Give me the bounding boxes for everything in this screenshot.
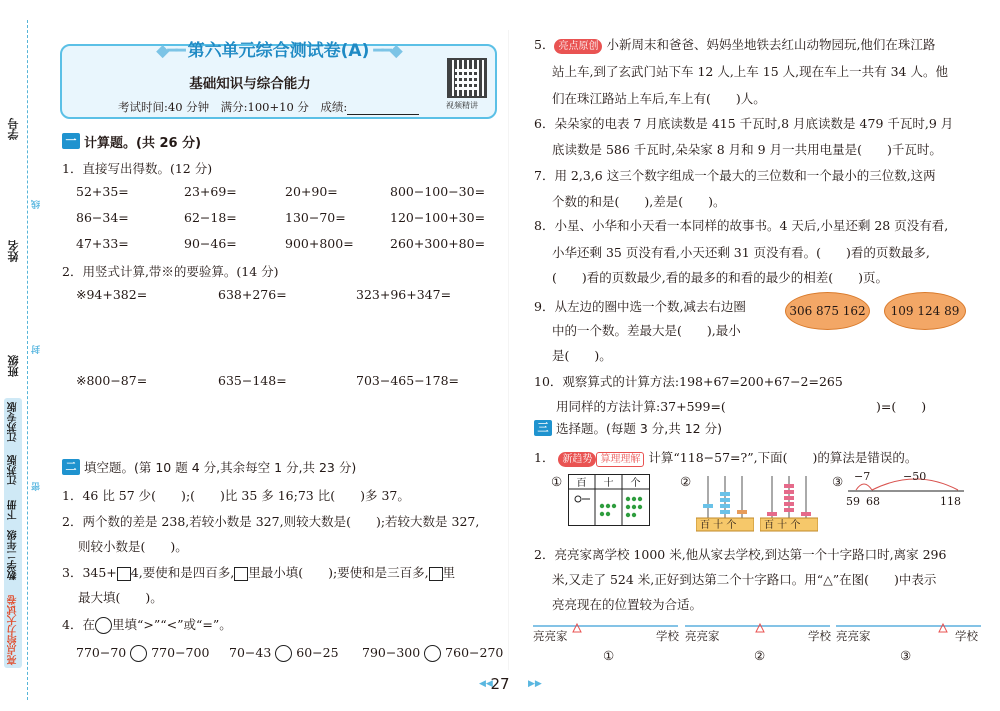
exam-info: 考试时间:40 分钟 满分:100+10 分 成绩: <box>118 99 419 115</box>
section-title: 计算题。(共 26 分) <box>84 136 202 151</box>
vertical-calc-item: 635−148= <box>218 373 287 388</box>
question-text: 6．朵朵家的电表 7 月底读数是 415 千瓦时,8 月底读数是 479 千瓦时,9 月 <box>534 116 954 131</box>
calc-item: 62−18= <box>184 210 237 225</box>
calc-item: 20+90= <box>285 184 338 199</box>
calc-item: 52+35= <box>76 184 129 199</box>
right-number-circle: 109 124 89 <box>884 292 966 330</box>
question-text: 站上车,到了玄武门站下车 12 人,上车 15 人,现在车上一共有 34 人。他 <box>552 64 948 79</box>
cut-line <box>27 20 28 700</box>
spine-label-line: 线 <box>32 200 42 209</box>
spine-label-class: 班级 <box>7 355 20 377</box>
spine-label-student-id: 学号 <box>7 118 20 140</box>
question-text: 亮亮现在的位置较为合适。 <box>552 597 703 612</box>
route-end: 学校 <box>656 629 679 643</box>
jump-label: −7 <box>854 470 871 483</box>
next-page-arrow-icon[interactable]: ▶▶ <box>528 679 542 689</box>
place-value-table <box>568 474 650 526</box>
blank-box[interactable] <box>234 567 248 581</box>
calc-item: 260+300+80= <box>390 236 486 251</box>
question-text: 5． 亮点原创 小新周末和爸爸、妈妈坐地铁去红山动物园玩,他们在珠江路 <box>534 37 936 52</box>
question-text: )=( ) <box>876 399 927 414</box>
qr-code-icon[interactable] <box>447 58 487 98</box>
compare-item: 70−43 60−25 <box>229 645 339 660</box>
trend-tag: 新趋势 <box>558 452 596 467</box>
compare-circle[interactable] <box>130 645 147 662</box>
route-start: 亮亮家 <box>533 629 568 643</box>
abacus-caption: 百 十 个 <box>764 520 801 531</box>
vertical-calc-item: 323+96+347= <box>356 287 452 302</box>
original-tag: 亮点原创 <box>554 39 602 54</box>
table-header: 个 <box>630 478 641 489</box>
reasoning-tag: 算理理解 <box>596 452 644 467</box>
vertical-calc-item: ※94+382= <box>76 287 148 302</box>
question-text: 1．46 比 57 少( );( )比 35 多 16;73 比( )多 37。 <box>62 488 410 503</box>
question-text: 则较小数是( )。 <box>78 539 188 554</box>
compare-circle[interactable] <box>424 645 441 662</box>
blank-box[interactable] <box>429 567 443 581</box>
tick-label: 59 <box>846 495 860 508</box>
calc-item: 130−70= <box>285 210 346 225</box>
compare-item: 790−300 760−270 <box>362 645 504 660</box>
question-text: 1．直接写出得数。(12 分) <box>62 161 213 176</box>
calc-item: 800−100−30= <box>390 184 486 199</box>
vertical-calc-item: 703−465−178= <box>356 373 459 388</box>
question-text: 中的一个数。差最大是( ),最小 <box>552 323 741 338</box>
series-special: 江苏专版 <box>8 402 19 442</box>
calc-item: 23+69= <box>184 184 237 199</box>
question-text: 3．345+ 4,要使和是四百多, 里最小填( );要使和是三百多, 里 <box>62 565 456 580</box>
question-text: 底读数是 586 千瓦时,朵朵家 8 月和 9 月一共用电量是( )千瓦时。 <box>552 142 942 157</box>
question-text: 4．在 里填“>”“<”或“=”。 <box>62 617 232 632</box>
route-label: ② <box>754 648 766 663</box>
blank-circle[interactable] <box>95 617 112 634</box>
question-text: 们在珠江路站上车后,车上有( )人。 <box>552 91 766 106</box>
question-text: ( )看的页数最少,看的最多的和看的最少的相差( )页。 <box>552 270 888 285</box>
compare-item: 770−70 770−700 <box>76 645 210 660</box>
tick-label: 118 <box>940 495 961 508</box>
option-label: ③ <box>832 474 844 489</box>
series-edition: 江苏版 <box>8 455 19 485</box>
series-name: 亮点给力大试卷 <box>8 595 19 665</box>
vertical-calc-item: 638+276= <box>218 287 287 302</box>
compare-circle[interactable] <box>275 645 292 662</box>
tick-label: 68 <box>866 495 880 508</box>
calc-item: 900+800= <box>285 236 354 251</box>
vertical-calc-item: ※800−87= <box>76 373 148 388</box>
question-text: 用同样的方法计算:37+599=( <box>556 399 726 414</box>
option-label: ② <box>680 474 692 489</box>
route-lines <box>533 622 983 642</box>
left-number-circle: 306 875 162 <box>785 292 870 330</box>
question-text: 小华还剩 35 页没有看,小天还剩 31 页没有看。( )看的页数最多, <box>552 245 930 260</box>
option-label: ① <box>551 474 563 489</box>
question-text: 2．两个数的差是 238,若较小数是 327,则较大数是( );若较大数是 327, <box>62 514 480 529</box>
question-text: 最大填( )。 <box>78 590 163 605</box>
abacus-caption: 百 十 个 <box>700 520 737 531</box>
question-text: 10．观察算式的计算方法:198+67=200+67−2=265 <box>534 374 843 389</box>
page-number: 27 <box>490 675 510 693</box>
section-title: 选择题。(每题 3 分,共 12 分) <box>556 421 722 436</box>
spine-label-secret: 密 <box>32 482 42 491</box>
route-label: ③ <box>900 648 912 663</box>
qr-label: 视频精讲 <box>446 101 478 110</box>
page-title: ◆━━ 第六单元综合测试卷(A) ━━◆ <box>156 41 401 61</box>
calc-item: 86−34= <box>76 210 129 225</box>
calc-item: 47+33= <box>76 236 129 251</box>
question-text: 1． 新趋势 算理理解 计算“118−57=?”,下面( )的算法是错误的。 <box>534 450 918 465</box>
question-text: 8．小星、小华和小天看一本同样的故事书。4 天后,小星还剩 28 页没有看, <box>534 218 949 233</box>
calc-item: 90−46= <box>184 236 237 251</box>
table-header: 十 <box>603 478 614 489</box>
question-text: 个数的和是( ),差是( )。 <box>552 194 726 209</box>
route-end: 学校 <box>808 629 831 643</box>
calc-item: 120−100+30= <box>390 210 486 225</box>
table-header: 百 <box>576 478 587 489</box>
section-number: 二 <box>62 459 80 475</box>
route-end: 学校 <box>955 629 978 643</box>
route-label: ① <box>603 648 615 663</box>
route-start: 亮亮家 <box>685 629 720 643</box>
subtitle: 基础知识与综合能力 <box>189 76 311 92</box>
blank-box[interactable] <box>117 567 131 581</box>
question-text: 是( )。 <box>552 348 612 363</box>
page-gutter <box>508 30 509 670</box>
section-number: 三 <box>534 420 552 436</box>
jump-label: −50 <box>903 470 927 483</box>
spine-label-name: 姓名 <box>7 240 20 262</box>
spine-label-seal: 封 <box>32 345 42 354</box>
question-text: 7．用 2,3,6 这三个数字组成一个最大的三位数和一个最小的三位数,这两 <box>534 168 936 183</box>
section-number: 一 <box>62 133 80 149</box>
series-grade: 数学二年级 <box>8 530 19 580</box>
prev-page-arrow-icon[interactable]: ◀◀ <box>479 679 493 689</box>
question-text: 2．亮亮家离学校 1000 米,他从家去学校,到达第一个十字路口时,离家 296 <box>534 547 947 562</box>
route-start: 亮亮家 <box>836 629 871 643</box>
series-volume: 下册 <box>8 500 19 520</box>
question-text: 2．用竖式计算,带※的要验算。(14 分) <box>62 264 279 279</box>
section-title: 填空题。(第 10 题 4 分,其余每空 1 分,共 23 分) <box>84 460 357 475</box>
binding-spine <box>0 0 42 711</box>
question-text: 9．从左边的圈中选一个数,减去右边圈 <box>534 299 746 314</box>
question-text: 米,又走了 524 米,正好到达第二个十字路口。用“△”在图( )中表示 <box>552 572 937 587</box>
